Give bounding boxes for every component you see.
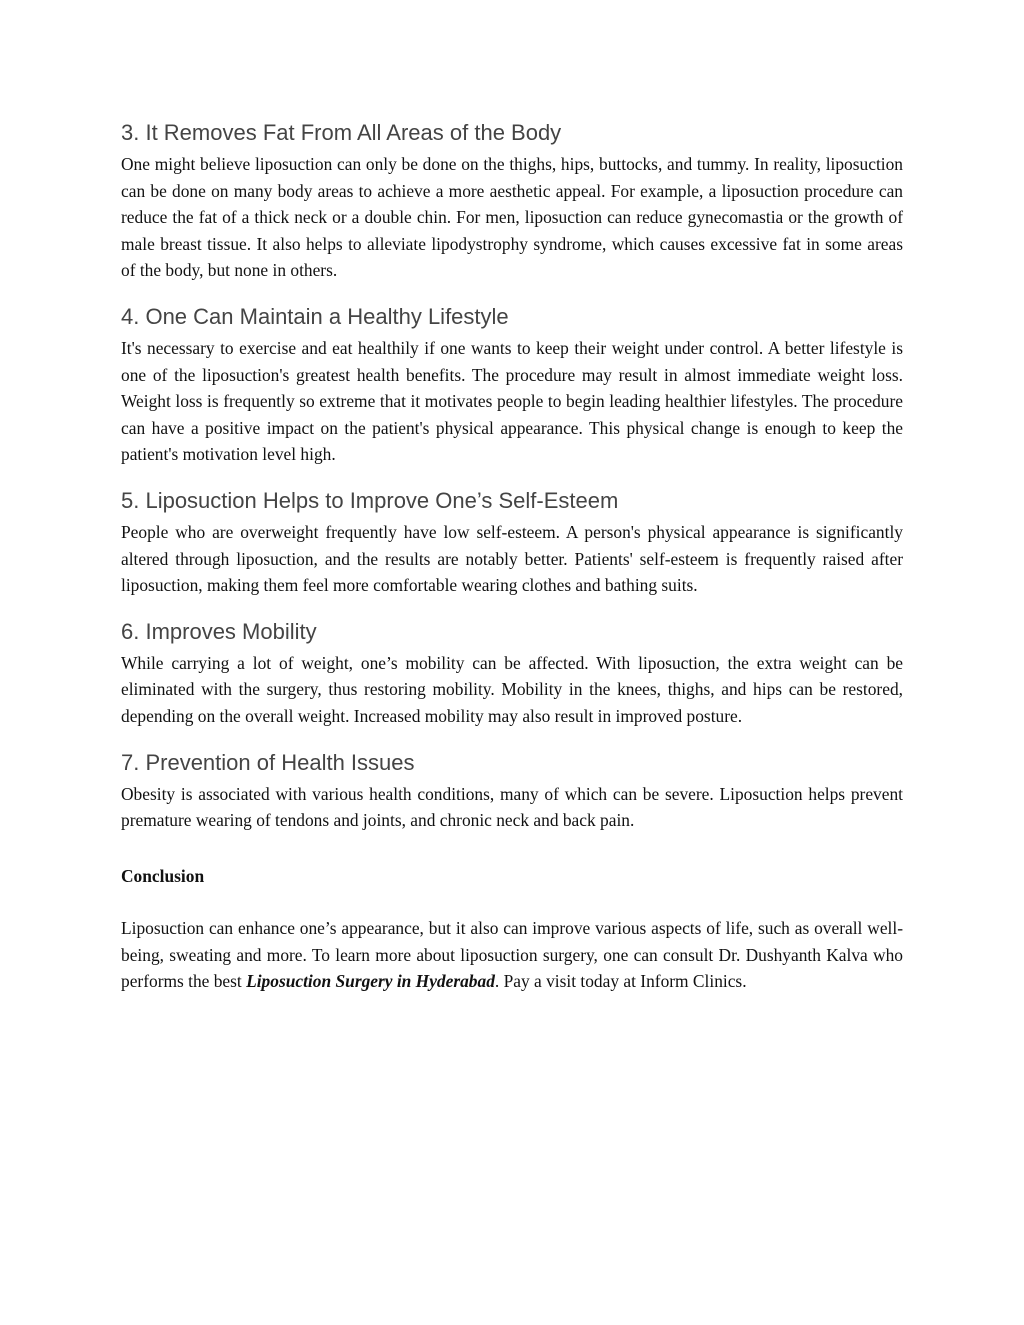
section-fat-removal bbox=[121, 118, 903, 284]
section-paragraph: Obesity is associated with various health conditions, many of which can be severe. Liposuction helps prevent premature wearing of tendons and joints, and chronic neck and back pain. bbox=[121, 783, 903, 831]
section-prevention bbox=[121, 748, 903, 834]
section-mobility bbox=[121, 617, 903, 730]
section-healthy-lifestyle bbox=[121, 302, 903, 468]
conclusion-text-start: Liposuction can enhance one’s appearance, but it also can improve various aspects of life, such as overall well-being, sweating and more. To learn more about liposuction surgery, one can consult Dr. Dushyanth Kalva who performs the best bbox=[121, 918, 903, 992]
section-paragraph: One might believe liposuction can only be done on the thighs, hips, buttocks, and tummy. In reality, liposuction can be done on many body areas to achieve a more aesthetic appeal. For example, a liposuction procedure can reduce the fat of a thick neck or a double chin. For men, liposuction can reduce gynecomastia or the growth of male breast tissue. It also helps to alleviate lipodystrophy syndrome, which causes excessive fat in some areas of the body, but none in others. bbox=[121, 154, 903, 281]
section-paragraph: While carrying a lot of weight, one’s mobility can be affected. With liposuction, the extra weight can be eliminated with the surgery, thus restoring mobility. Mobility in the knees, thighs, and hips can be restored, depending on the overall weight. Increased mobility may also result in improved posture. bbox=[121, 652, 903, 726]
conclusion-heading: Conclusion bbox=[121, 865, 205, 886]
section-paragraph: People who are overweight frequently have low self-esteem. A person's physical appearance is significantly altered through liposuction, and the results are notably better. Patients' self-esteem is frequently raised after liposuction, making them feel more comfortable wearing clothes and bathing suits. bbox=[121, 521, 903, 596]
conclusion-text-end: . Pay a visit today at Inform Clinics. bbox=[494, 971, 747, 992]
section-self-esteem bbox=[121, 486, 903, 599]
section-heading: 3. It Removes Fat From All Areas of the Body bbox=[121, 120, 562, 145]
conclusion-paragraph bbox=[121, 915, 903, 995]
conclusion-section bbox=[121, 863, 903, 995]
section-paragraph: It's necessary to exercise and eat healthily if one wants to keep their weight under control. A better lifestyle is one of the liposuction's greatest health benefits. The procedure may result in almost immediate weight loss. Weight loss is frequently so extreme that it motivates people to begin leading healthier lifestyles. The procedure can have a positive impact on the patient's physical appearance. This physical change is enough to keep the patient's motivation level high. bbox=[121, 337, 903, 465]
document-page bbox=[121, 118, 903, 995]
section-heading: 4. One Can Maintain a Healthy Lifestyle bbox=[121, 303, 509, 329]
section-heading: 6. Improves Mobility bbox=[121, 618, 317, 644]
section-heading: 5. Liposuction Helps to Improve One’s Self-Esteem bbox=[121, 487, 619, 513]
liposuction-surgery-hyderabad-emphasis: Liposuction Surgery in Hyderabad bbox=[246, 971, 495, 992]
section-heading: 7. Prevention of Health Issues bbox=[121, 749, 415, 775]
